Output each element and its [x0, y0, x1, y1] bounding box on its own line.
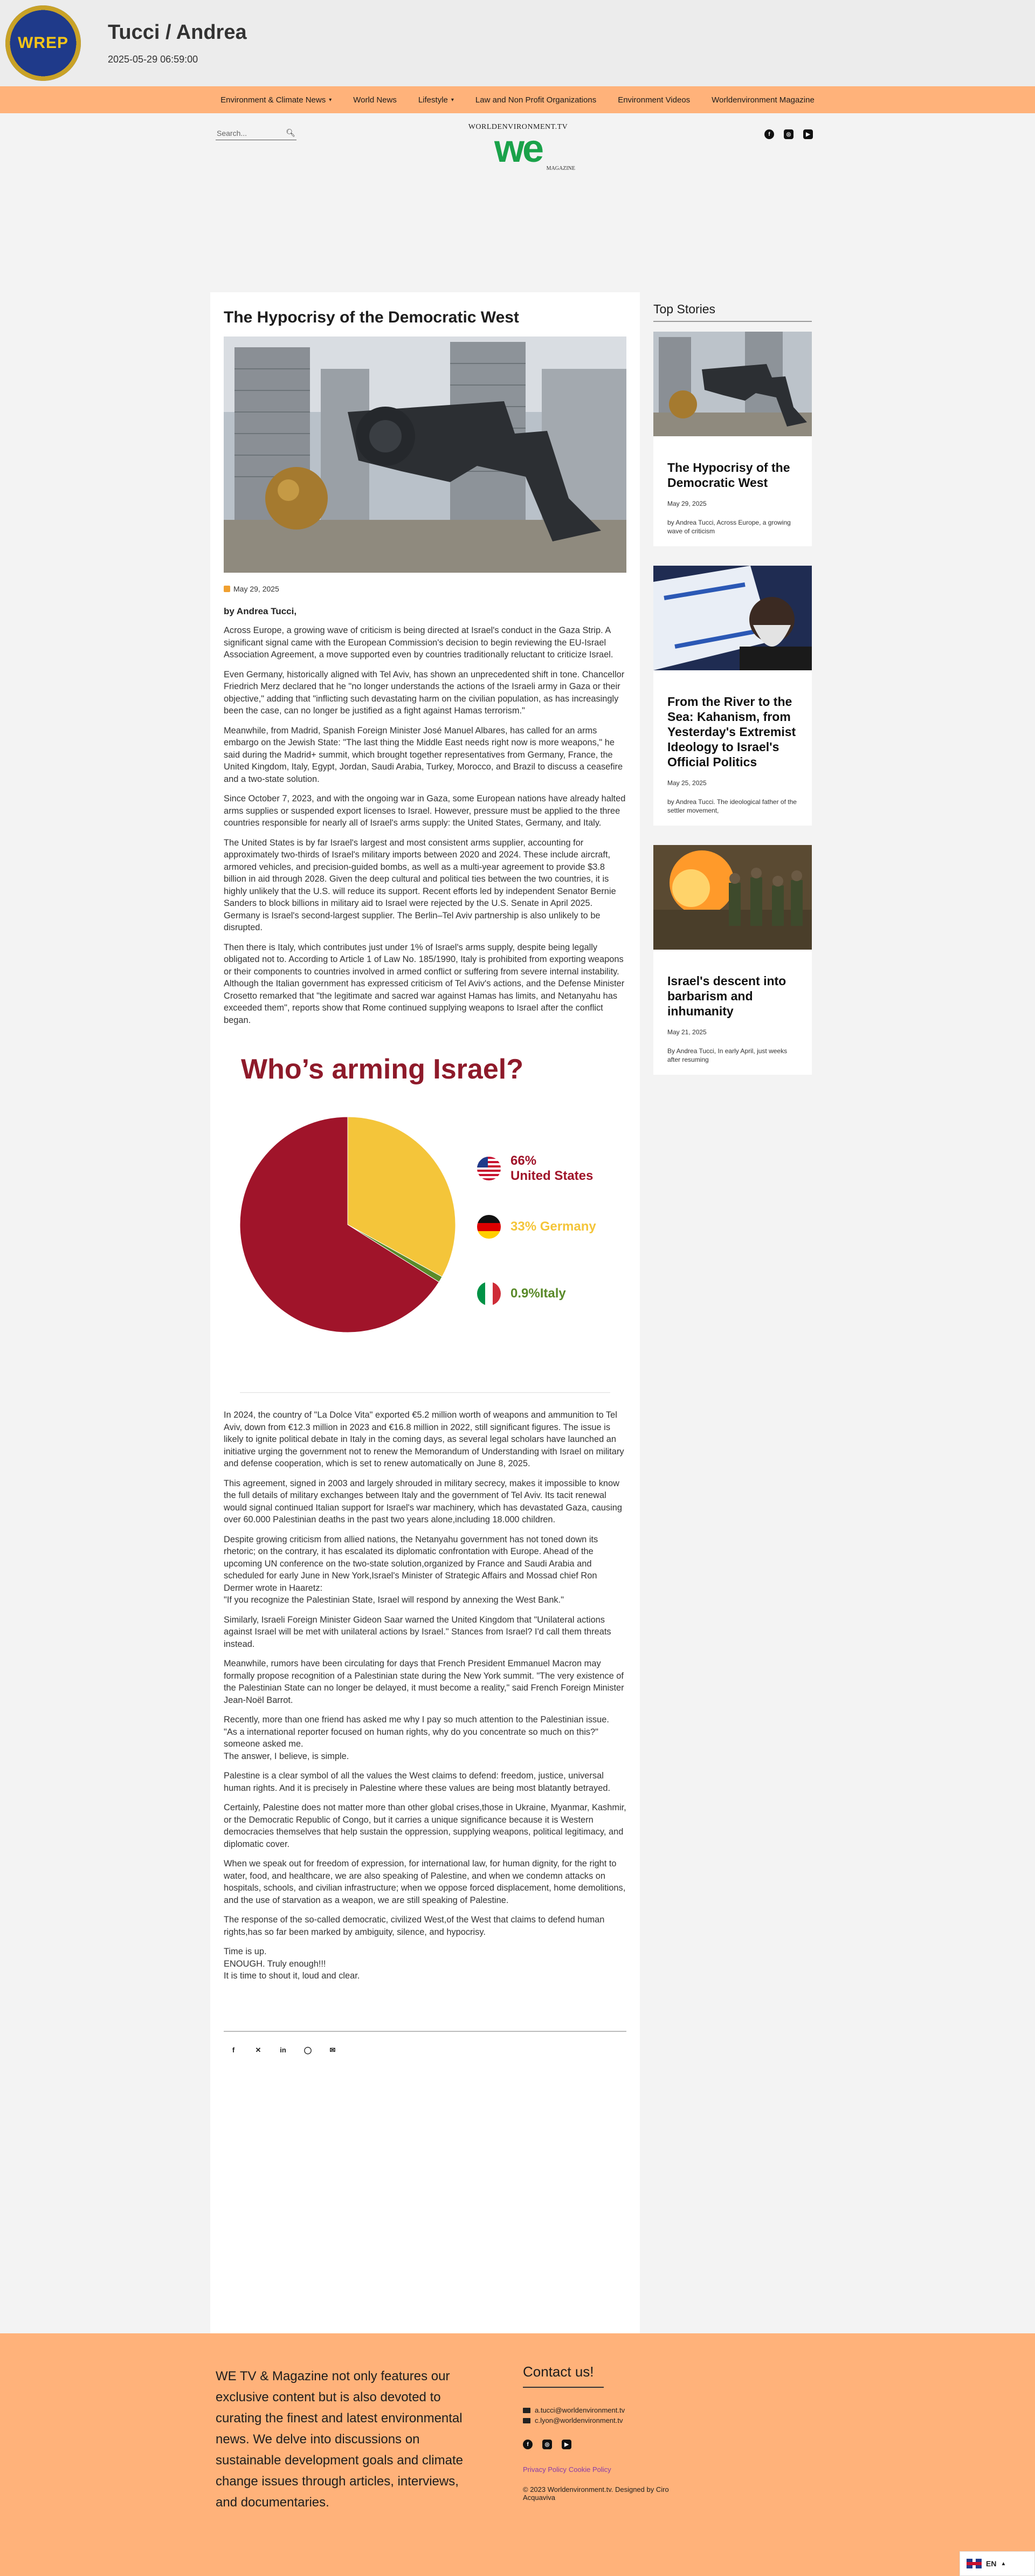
infographic-title: Who’s arming Israel?: [241, 1054, 523, 1085]
article-paragraph: The response of the so-called democratic, civilized West,of the West that claims to defend human rights,has so far been marked by ambiguity, silence, and hypocrisy.: [224, 1915, 605, 1937]
article-body-bottom: [224, 1409, 626, 1982]
legend-us-percent: 66%: [510, 1153, 537, 1168]
story-title[interactable]: The Hypocrisy of the Democratic West: [667, 461, 790, 490]
story-image[interactable]: [653, 332, 812, 436]
wrep-logo[interactable]: [5, 5, 81, 81]
legend-us-country: United States: [510, 1169, 594, 1183]
article-paragraph: Since October 7, 2023, and with the ongoing war in Gaza, some European nations have already halted arms supplies or suspended export licenses to Israel. However, pressure must be applied to the three countries responsible for nearly all of Israel's arms supply: the United States, Germany, and Italy.: [224, 794, 626, 828]
search-icon[interactable]: 🔍︎: [286, 128, 295, 137]
top-stories-sidebar: [653, 292, 812, 1094]
story-image[interactable]: [653, 845, 812, 950]
germany-flag-icon: [477, 1215, 501, 1239]
nav-label: World News: [353, 95, 397, 105]
pie-chart: [234, 1111, 461, 1341]
user-name: Tucci / Andrea: [108, 21, 247, 44]
whatsapp-icon[interactable]: ◯: [303, 2045, 312, 2054]
contact-title: Contact us!: [523, 2364, 604, 2388]
story-excerpt: By Andrea Tucci, In early April, just weeks after resuming: [667, 1047, 788, 1063]
youtube-icon[interactable]: ▶: [562, 2440, 571, 2449]
article-body-top: [224, 624, 626, 1026]
envelope-icon: [523, 2418, 530, 2423]
brand-site-name: WORLDENVIRONMENT.TV: [468, 123, 568, 131]
article-date: [224, 585, 626, 593]
story-date: May 29, 2025: [667, 500, 707, 507]
chevron-down-icon: ▾: [451, 97, 454, 103]
story-title[interactable]: From the River to the Sea: Kahanism, from Yesterday's Extremist Ideology to Israel's Official Politics: [667, 695, 796, 769]
article-paragraph: Time is up. ENOUGH. Truly enough!!! It is time to shout it, loud and clear.: [224, 1947, 360, 1981]
email-icon[interactable]: ✉: [329, 2045, 336, 2054]
nav-magazine[interactable]: [712, 95, 815, 105]
email-text: a.tucci@worldenvironment.tv: [535, 2406, 625, 2414]
nav-label: Lifestyle: [418, 95, 448, 105]
legend-us-label: [510, 1153, 593, 1184]
search-input[interactable]: Search...: [217, 128, 247, 138]
facebook-icon[interactable]: f: [764, 129, 774, 139]
article-paragraph: Certainly, Palestine does not matter more than other global crises,those in Ukraine, Myanmar, Kashmir, or the Democratic Republic of Congo, but it carries a unique significance because it is Western democracies themselves that help sustain the oppression, supplying weapons, political legitimacy, and diplomatic cover.: [224, 1803, 626, 1849]
nav-label: Law and Non Profit Organizations: [475, 95, 597, 105]
brand-we-mark: we: [494, 127, 542, 170]
main-nav: [0, 86, 1035, 113]
nav-law-nonprofit[interactable]: [475, 95, 596, 105]
chevron-up-icon: ▲: [1000, 2560, 1006, 2567]
article-title: The Hypocrisy of the Democratic West: [224, 308, 519, 326]
story-excerpt: by Andrea Tucci. The ideological father of the settler movement,: [667, 798, 797, 814]
article-paragraph: When we speak out for freedom of expression, for international law, for human dignity, for the right to water, food, and healthcare, we are also speaking of Palestine, and when we condemn attacks on hospitals, schools, and civilian infrastructure; when we oppose forced displacement, home demolitions, and the use of starvation as a weapon, we are still speaking of Palestine.: [224, 1859, 626, 1905]
article-paragraph: The United States is by far Israel's largest and most consistent arms supplier, accounting for approximately two-thirds of Israel's military imports between 2020 and 2024. These include aircraft, armored vehicles, and precision-guided bombs, as well as a multi-year agreement to provide $3.8 billion in aid through 2028. Given the deep cultural and political ties between the two countries, it is highly unlikely that the U.S. will reduce its support. Recent efforts led by independent Senator Bernie Sanders to block billions in military aid to Israel were rejected by the U.S. Senate in April 2025. Germany is Israel's second-largest supplier. The Berlin–Tel Aviv partnership is also unlikely to be disrupted.: [224, 837, 616, 932]
legend-germany: [477, 1215, 596, 1239]
article-paragraph: Meanwhile, rumors have been circulating for days that French President Emmanuel Macron may formally propose recognition of a Palestinian state during the New York summit. "The very existence of the Palestinian State can no longer be delayed, it must become a reality," said French Foreign Minister Jean-Noël Barrot.: [224, 1659, 624, 1705]
brand-magazine-label: MAGAZINE: [546, 166, 575, 171]
article-paragraph: Meanwhile, from Madrid, Spanish Foreign Minister José Manuel Albares, has called for an arms embargo on the Jewish State: "The last thing the Middle East needs right now is more weapons," he said during the Madrid+ summit, which brought together representatives from Germany, France, the United Kingdom, Italy, Egypt, Jordan, Saudi Arabia, Turkey, Morocco, and Brazil to discuss a ceasefire and a two-state solution.: [224, 725, 623, 784]
article-paragraph: Similarly, Israeli Foreign Minister Gideon Saar warned the United Kingdom that "Unilateral actions against Israel will be met with unilateral actions by Israel." Stances from Israel? I'd call them threats instead.: [224, 1615, 611, 1649]
copyright: © 2023 Worldenvironment.tv. Designed by Ciro Acquaviva: [523, 2485, 669, 2502]
nav-environment-videos[interactable]: [618, 95, 690, 105]
uk-flag-icon: [967, 2559, 982, 2568]
article-paragraph: Even Germany, historically aligned with Tel Aviv, has shown an unprecedented shift in tone. Chancellor Friedrich Merz declared that he "no longer understands the actions of the Israeli army in Gaza or their objective," adding that "inflicting such devastating harm on the civilian population, as has increasingly been the case, can no longer be justified as a fight against Hamas terrorism.": [224, 669, 625, 716]
infographic-divider: [240, 1392, 610, 1393]
arms-supply-infographic: [224, 1041, 626, 1397]
nav-world-news[interactable]: [353, 95, 397, 105]
instagram-icon[interactable]: ◎: [784, 129, 794, 139]
nav-label: Worldenvironment Magazine: [712, 95, 815, 105]
envelope-icon: [523, 2408, 530, 2413]
article-byline: by Andrea Tucci,: [224, 606, 297, 616]
chevron-down-icon: ▾: [329, 97, 332, 103]
logo-text: WREP: [18, 34, 68, 52]
nav-label: Environment Videos: [618, 95, 691, 105]
footer-about: WE TV & Magazine not only features our exclusive content but is also devoted to curating the finest and latest environmental news. We delve into discussions on sustainable development goals and climate change issues through articles, interviews, and documentaries.: [216, 2369, 463, 2510]
we-magazine-logo[interactable]: [461, 123, 575, 171]
share-bar: [224, 2031, 626, 2055]
story-date: May 25, 2025: [667, 779, 707, 787]
article-paragraph: In 2024, the country of "La Dolce Vita" exported €5.2 million worth of weapons and ammunition to Tel Aviv, down from €12.3 million in 2023 and €16.8 million in 2022, still significant figures. The issue is likely to ignite political debate in Italy in the coming days, as several legal scholars have launched an initiative urging the government not to renew the Memorandum of Understanding with Israel on military and defense cooperation, which is set to renew automatically on June 8, 2025.: [224, 1410, 624, 1468]
linkedin-icon[interactable]: in: [280, 2046, 286, 2054]
search-box[interactable]: [216, 126, 296, 140]
article-paragraph: Across Europe, a growing wave of criticism is being directed at Israel's conduct in the Gaza Strip. A significant signal came with the European Commission's decision to begin reviewing the EU-Israel Association Agreement, a move supported even by countries traditionally reluctant to criticize Israel.: [224, 626, 613, 660]
footer-contact: [523, 2364, 685, 2502]
article-paragraph: Then there is Italy, which contributes just under 1% of Israel's arms supply, despite being legally obligated not to. According to Article 1 of Law No. 185/1990, Italy is prohibited from exporting weapons or their components to countries involved in armed conflict or suffering from severe internal instability. Although the Italian government has expressed criticism of Tel Aviv's actions, and the Defense Minister Crosetto remarked that "the legitimate and sacred war against Hamas has limits, and Netanyahu has exceeded them", reports show that Rome continued supplying weapons to Israel after the conflict began.: [224, 942, 625, 1025]
cookie-policy-link[interactable]: Cookie Policy: [568, 2465, 611, 2474]
article-paragraph: This agreement, signed in 2003 and largely shrouded in military secrecy, makes it impossible to know the full details of military exchanges between Italy and the government of Tel Aviv. Its tacit renewal would signal continued Italian support for Israel's war machinery, which has devastated Gaza, causing over 60.000 Palestinian deaths in the past two years alone,including 18.000 children.: [224, 1478, 622, 1524]
story-card[interactable]: [653, 845, 812, 1075]
legend-germany-label: 33% Germany: [510, 1219, 596, 1234]
article-paragraph: Despite growing criticism from allied nations, the Netanyahu government has not toned down its rhetoric; on the contrary, it has escalated its diplomatic confrontation with Europe. Ahead of the upcoming UN conference on the two-state solution,organized by France and Saudi Arabia and scheduled for early June in New York,Israel's Minister of Strategic Affairs and Mossad chief Ron Dermer wrote in Haaretz: "If you recognize the Palestinian State, Israel will respond by annexing the West Bank.": [224, 1534, 598, 1605]
article-paragraph: Recently, more than one friend has asked me why I pay so much attention to the Palestinian issue. "As a international reporter focused on human rights, why do you concentrate so much on this?" someone asked me. The answer, I believe, is simple.: [224, 1715, 609, 1761]
brand-bar: [0, 113, 1035, 173]
x-icon[interactable]: ✕: [255, 2045, 261, 2054]
article: [210, 292, 640, 2371]
nav-lifestyle[interactable]: [418, 95, 454, 105]
legend-italy-label: 0.9%Italy: [510, 1286, 566, 1301]
italy-flag-icon: [477, 1282, 501, 1306]
legend-us: [477, 1153, 593, 1184]
email-link[interactable]: [523, 2416, 685, 2424]
youtube-icon[interactable]: ▶: [803, 129, 813, 139]
facebook-icon[interactable]: f: [232, 2046, 235, 2054]
legend-italy: [477, 1282, 566, 1306]
article-paragraph: Palestine is a clear symbol of all the values the West claims to defend: freedom, justice, universal human rights. And it is precisely in Palestine where these values are being most blatantly betrayed.: [224, 1771, 611, 1793]
user-timestamp: 2025-05-29 06:59:00: [108, 54, 198, 65]
article-hero-image: [224, 336, 626, 573]
privacy-policy-link[interactable]: Privacy Policy: [523, 2465, 567, 2474]
story-title[interactable]: Israel's descent into barbarism and inhumanity: [667, 974, 786, 1018]
date-text: May 29, 2025: [233, 585, 279, 593]
language-code: EN: [986, 2559, 997, 2568]
footer-socials: [523, 2440, 685, 2449]
header-socials: [764, 129, 813, 139]
story-image[interactable]: [653, 566, 812, 670]
language-switcher[interactable]: [960, 2551, 1035, 2576]
facebook-icon[interactable]: f: [523, 2440, 533, 2449]
user-block: [108, 21, 247, 65]
story-card[interactable]: [653, 566, 812, 826]
policy-links: [523, 2465, 685, 2474]
email-text: c.lyon@worldenvironment.tv: [535, 2416, 623, 2424]
story-date: May 21, 2025: [667, 1028, 707, 1036]
story-excerpt: by Andrea Tucci, Across Europe, a growing wave of criticism: [667, 519, 791, 535]
nav-label: Environment & Climate News: [220, 95, 326, 105]
main-content: [0, 173, 1035, 2333]
us-flag-icon: [477, 1157, 501, 1180]
email-link[interactable]: [523, 2406, 685, 2414]
instagram-icon[interactable]: ◎: [542, 2440, 552, 2449]
story-card[interactable]: [653, 332, 812, 546]
sidebar-title: Top Stories: [653, 302, 812, 322]
top-header: [0, 0, 1035, 86]
nav-environment-climate[interactable]: [220, 95, 332, 105]
knotted-gun-sculpture-image: [224, 336, 626, 573]
calendar-icon: [224, 586, 230, 592]
pie-svg: [234, 1111, 461, 1338]
site-footer: [0, 2333, 1035, 2576]
